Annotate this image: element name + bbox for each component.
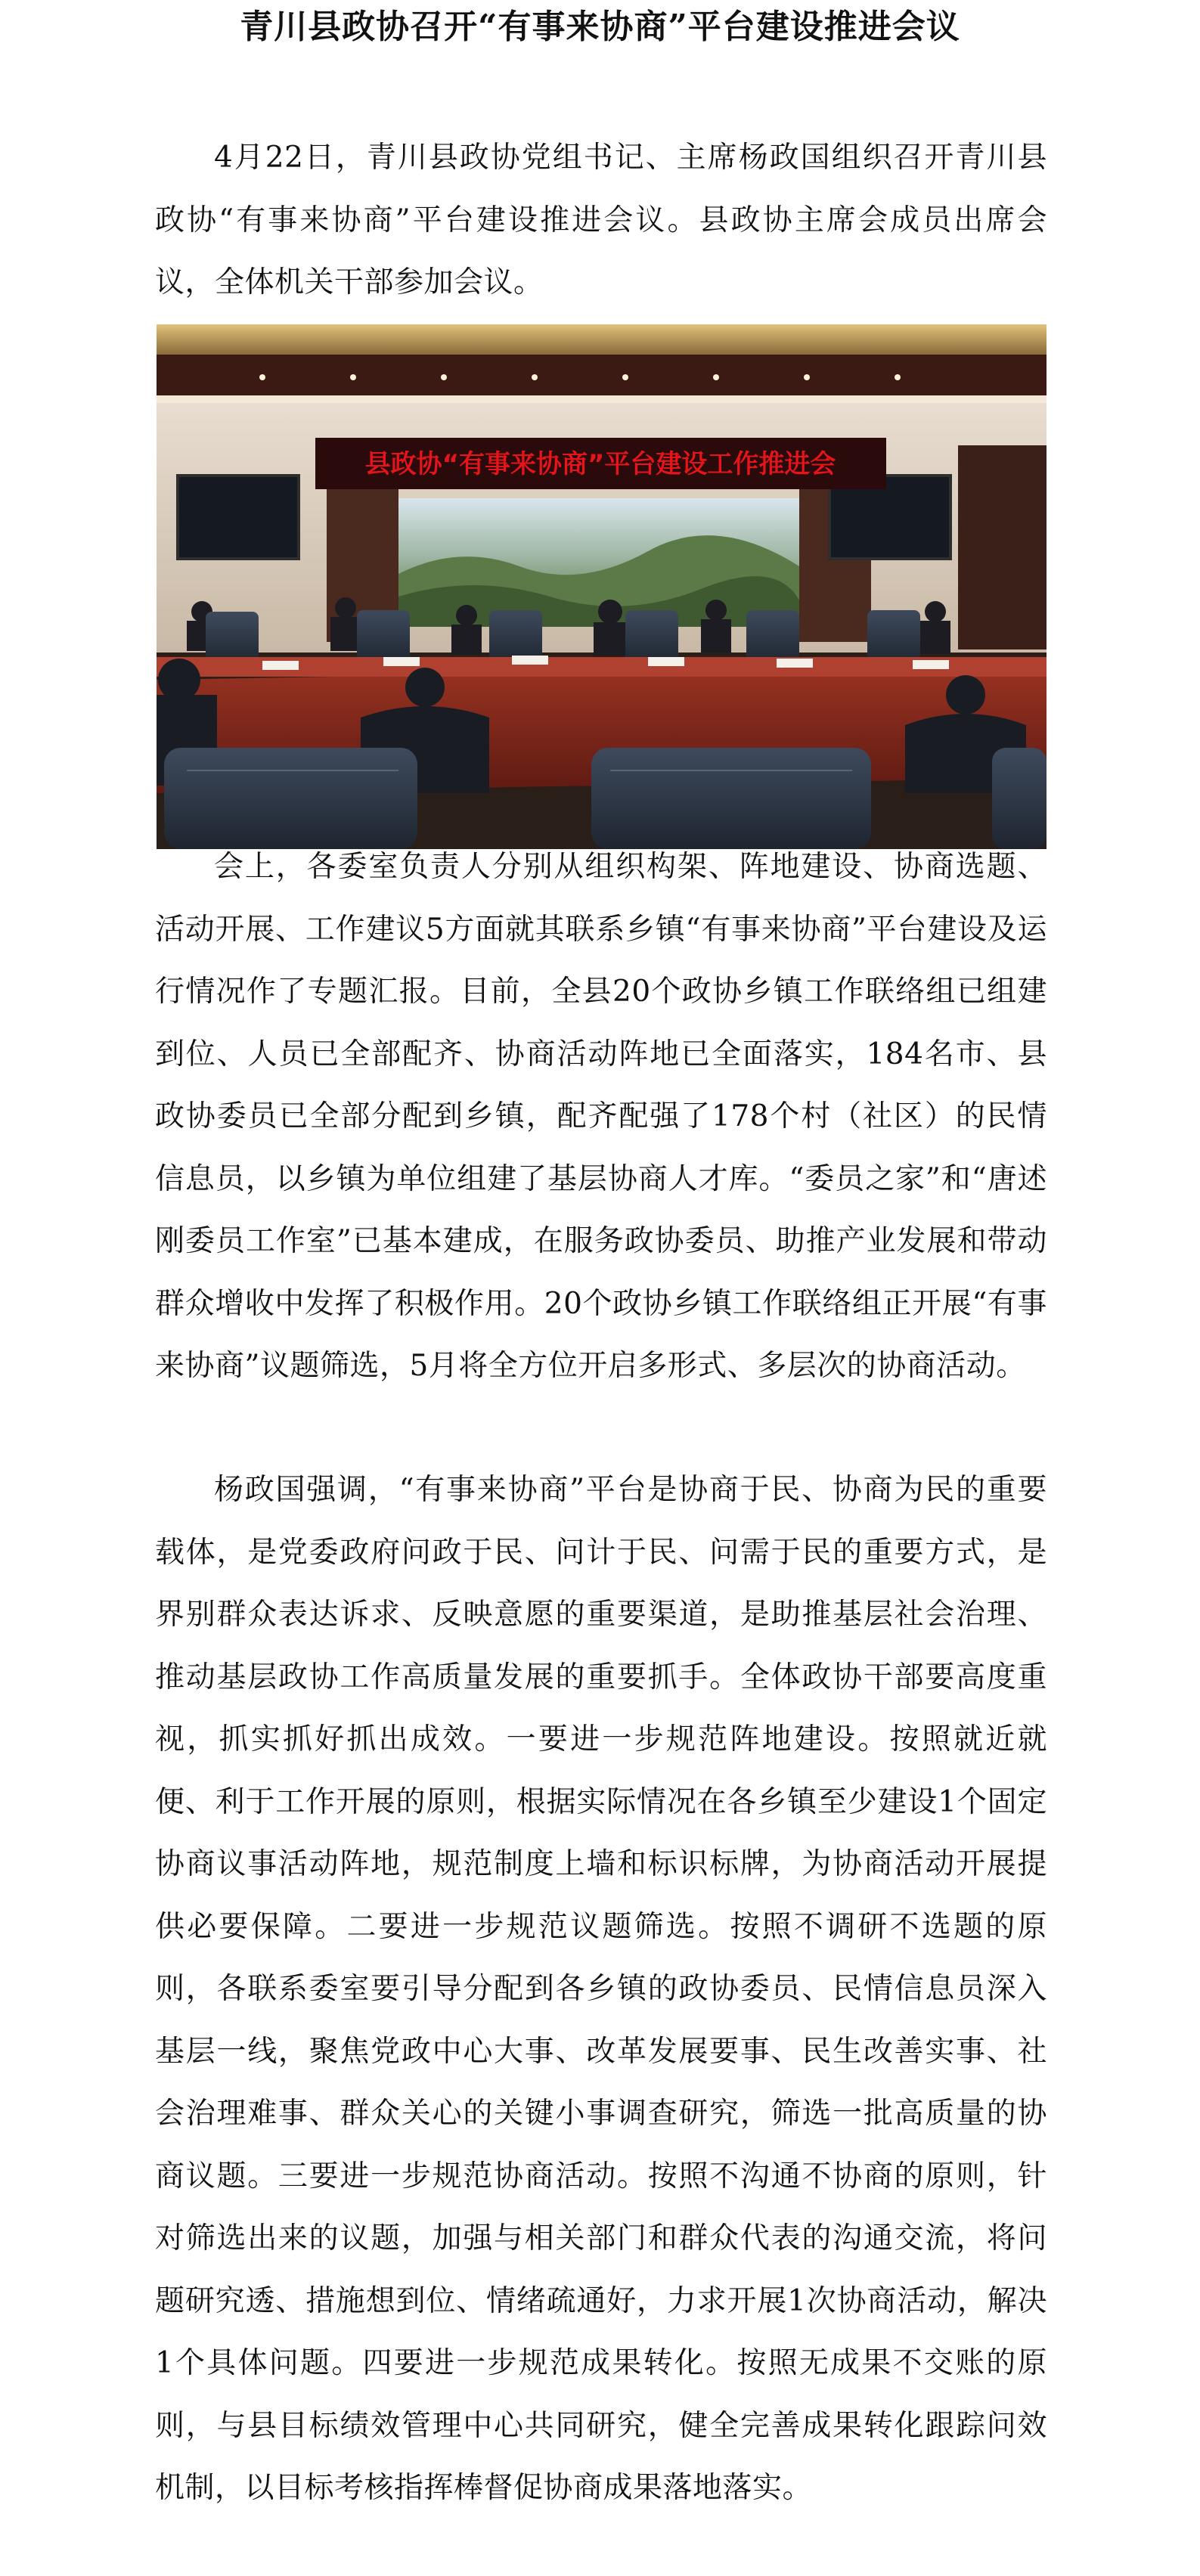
meeting-photo-illustration (157, 324, 1047, 849)
article-paragraph-1: 4月22日，青川县政协党组书记、主席杨政国组织召开青川县政协“有事来协商”平台建设推进会议。县政协主席会成员出席会议，全体机关干部参加会议。 (155, 141, 1047, 299)
meeting-banner-text: 县政协“有事来协商”平台建设工作推进会 (364, 449, 836, 479)
meeting-photo (157, 324, 1047, 849)
article-paragraph-3: 杨政国强调，“有事来协商”平台是协商于民、协商为民的重要载体，是党委政府问政于民、问计于民、问需于民的重要方式，是界别群众表达诉求、反映意愿的重要渠道，是助推基层社会治理、推动基层政协工作高质量发展的重要抓手。全体政协干部要高度重视，抓实抓好抓出成效。一要进一步规范阵地建设。按照就近就便、利于工作开展的原则，根据实际情况在各乡镇至少建设1个固定协商议事活动阵地，规范制度上墙和标识标牌，为协商活动开展提供必要保障。二要进一步规范议题筛选。按照不调研不选题的原则，各联系委室要引导分配到各乡镇的政协委员、民情信息员深入基层一线，聚焦党政中心大事、改革发展要事、民生改善实事、社会治理难事、群众关心的关键小事调查研究，筛选一批高质量的协商议题。三要进一步规范协商活动。按照不沟通不协商的原则，针对筛选出来的议题，加强与相关部门和群众代表的沟通交流，将问题研究透、措施想到位、情绪疏通好，力求开展1次协商活动，解决1个具体问题。四要进一步规范成果转化。按照无成果不交账的原则，与县目标绩效管理中心共同研究，健全完善成果转化跟踪问效机制，以目标考核指挥棒督促协商成果落地落实。 (155, 1473, 1047, 2505)
article-paragraph-2: 会上，各委室负责人分别从组织构架、阵地建设、协商选题、活动开展、工作建议5方面就其联系乡镇“有事来协商”平台建设及运行情况作了专题汇报。目前，全县20个政协乡镇工作联络组已组建到位、人员已全部配齐、协商活动阵地已全面落实，184名市、县政协委员已全部分配到乡镇，配齐配强了178个村（社区）的民情信息员，以乡镇为单位组建了基层协商人才库。“委员之家”和“唐述刚委员工作室”已基本建成，在服务政协委员、助推产业发展和带动群众增收中发挥了积极作用。20个政协乡镇工作联络组正开展“有事来协商”议题筛选，5月将全方位开启多形式、多层次的协商活动。 (155, 850, 1047, 1383)
article-title: 青川县政协召开“有事来协商”平台建设推进会议 (240, 8, 960, 46)
